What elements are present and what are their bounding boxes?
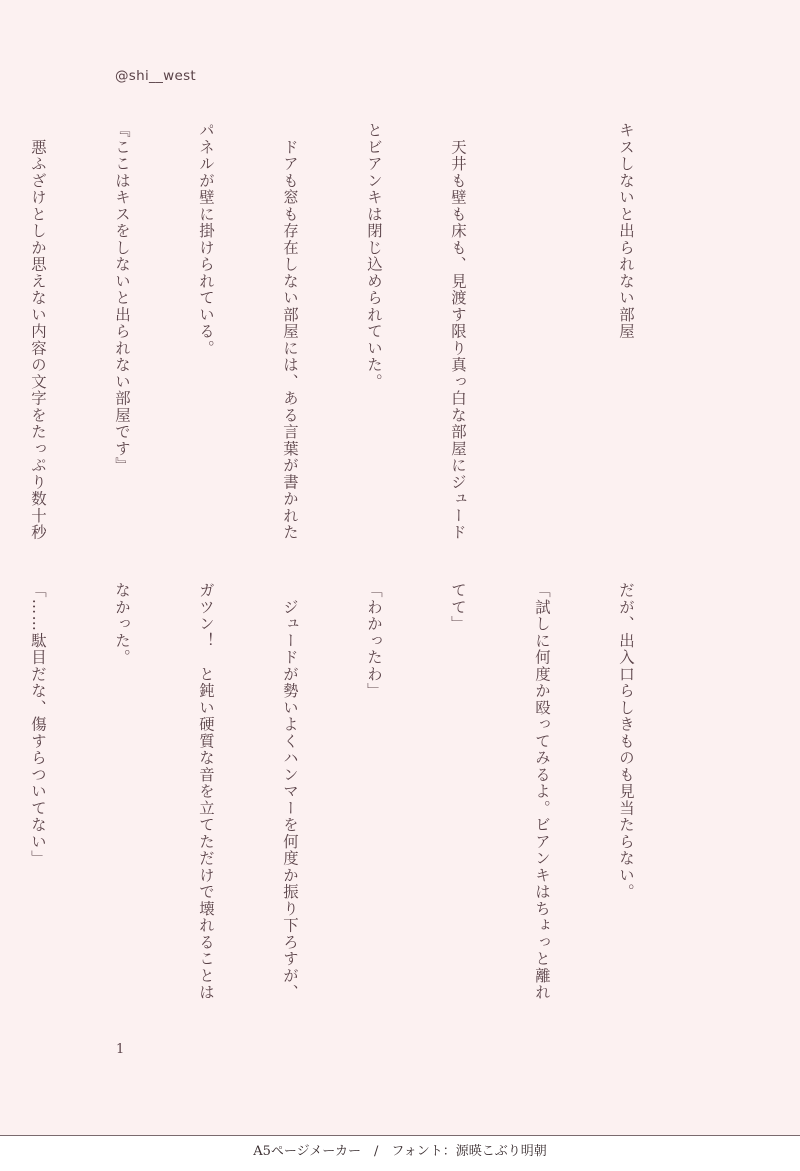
author-handle: @shi__west xyxy=(115,68,197,84)
text-line: てて」 xyxy=(449,582,467,633)
text-line: ガツン！ と鈍い硬質な音を立てただけで壊れることは xyxy=(197,582,215,1001)
footer-credit: A5ページメーカー / フォント：源暎こぶり明朝 xyxy=(0,1136,800,1171)
text-line: なかった。 xyxy=(113,582,131,666)
text-line xyxy=(528,122,556,542)
text-line: 「試しに何度か殴ってみるよ。ビアンキはちょっと離れ xyxy=(533,582,551,1001)
text-line: パネルが壁に掛けられている。 xyxy=(197,122,215,357)
page-number: 1 xyxy=(116,1042,125,1057)
lower-text-block xyxy=(0,582,696,1022)
text-line: とビアンキは閉じ込められていた。 xyxy=(365,122,383,390)
text-line: だが、出入口らしきものも見当たらない。 xyxy=(617,582,635,901)
text-line: 『ここはキスをしないと出られない部屋です』 xyxy=(113,122,131,474)
text-line: ドアも窓も存在しない部屋には、ある言葉が書かれた xyxy=(281,122,299,541)
text-line: ジュードが勢いよくハンマーを何度か振り下ろすが、 xyxy=(281,582,299,1001)
text-line: 「わかったわ」 xyxy=(365,582,383,700)
upper-text-block xyxy=(0,122,696,542)
text-line: 悪ふざけとしか思えない内容の文字をたっぷり数十秒 xyxy=(29,122,47,541)
text-line: 「……駄目だな、傷すらついてない」 xyxy=(29,582,47,867)
text-line: キスしないと出られない部屋 xyxy=(617,122,635,340)
text-line: 天井も壁も床も、見渡す限り真っ白な部屋にジュード xyxy=(449,122,467,541)
